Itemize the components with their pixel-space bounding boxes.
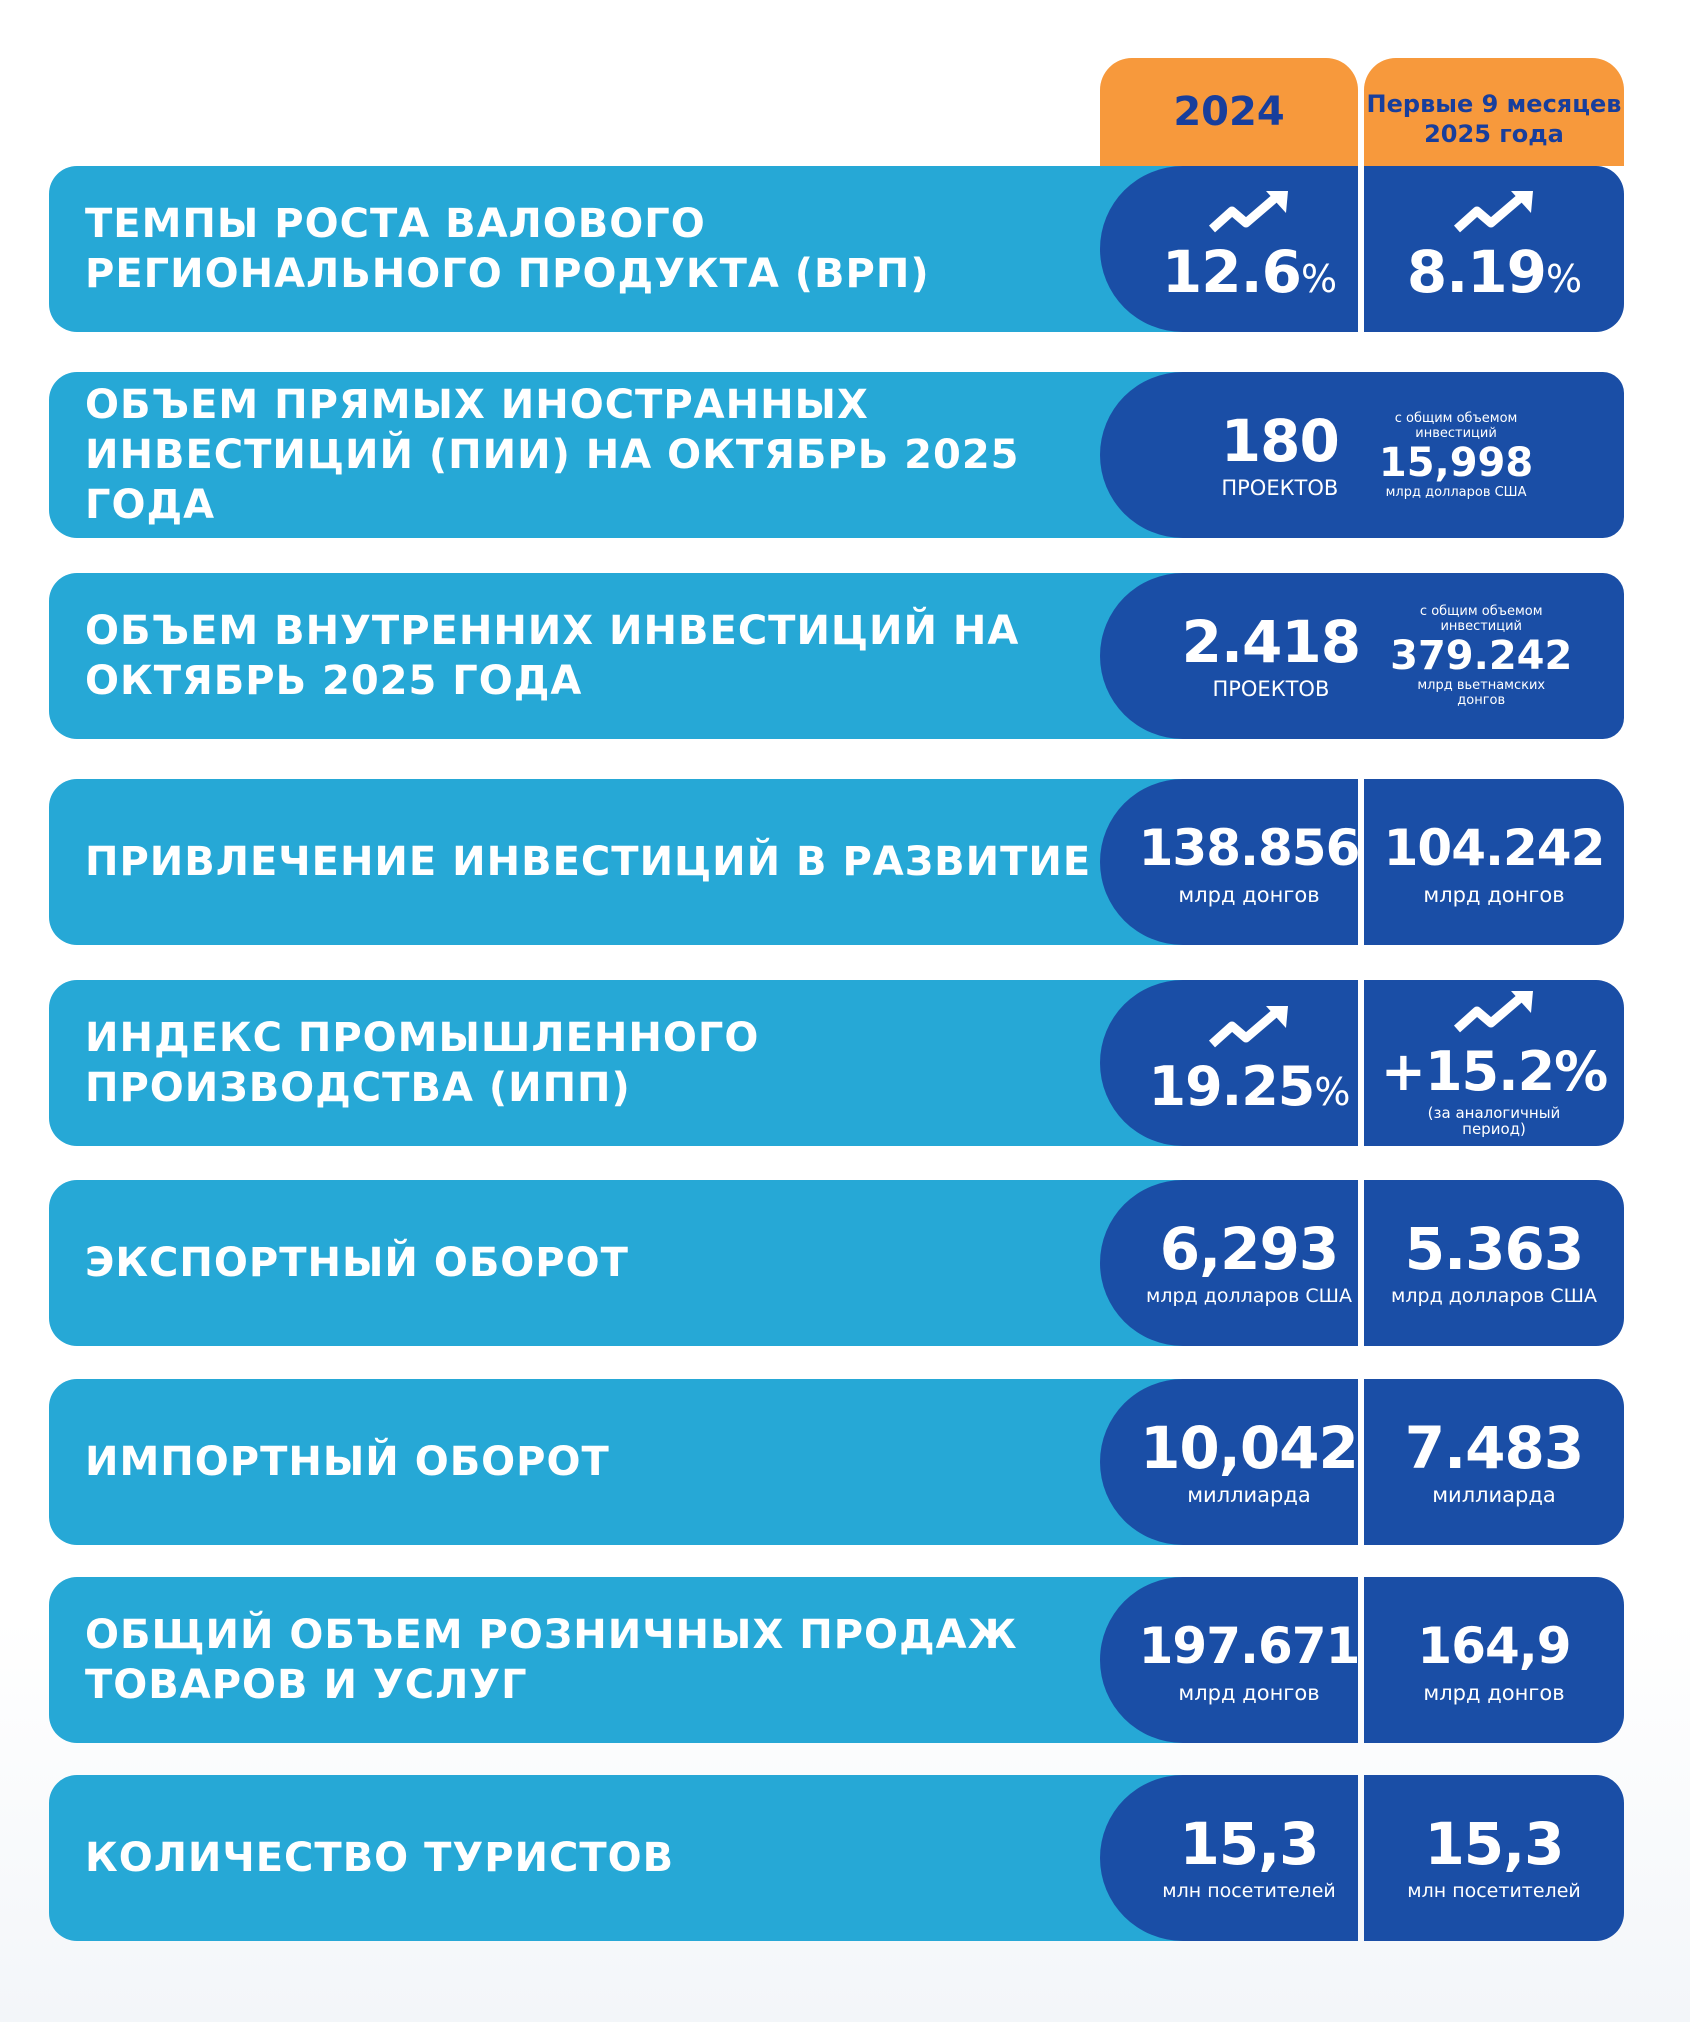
value-text: 197.671 bbox=[1138, 1617, 1360, 1675]
row-label-box bbox=[49, 1577, 1199, 1743]
value-text: 15,3 bbox=[1179, 1810, 1319, 1878]
value-text: 104.242 bbox=[1383, 819, 1605, 877]
row-label: ИМПОРТНЫЙ ОБОРОТ bbox=[85, 1439, 610, 1485]
value-text: 8.19% bbox=[1406, 237, 1582, 306]
value-unit: млн посетителей bbox=[1162, 1880, 1336, 1902]
value-text: 138.856 bbox=[1138, 819, 1360, 877]
investment-value: 379.242 bbox=[1390, 633, 1573, 679]
row-label: ОБЪЕМ ПРЯМЫХ ИНОСТРАННЫХ ИНВЕСТИЦИЙ (ПИИ) НА ОКТЯБРЬ 2025 ГОДА bbox=[85, 382, 1020, 528]
value-cell-2024 bbox=[1100, 1180, 1358, 1346]
row-label-box bbox=[49, 573, 1199, 739]
value-unit: миллиарда bbox=[1187, 1483, 1311, 1507]
investment-note-bottom: млрд вьетнамских донгов bbox=[1417, 678, 1546, 708]
row-label: ТЕМПЫ РОСТА ВАЛОВОГО РЕГИОНАЛЬНОГО ПРОДУКТА (ВРП) bbox=[85, 201, 930, 297]
table-row-grp bbox=[49, 166, 1624, 332]
value-cell-2024 bbox=[1100, 166, 1358, 332]
row-label: ОБЩИЙ ОБЪЕМ РОЗНИЧНЫХ ПРОДАЖ ТОВАРОВ И УСЛУГ bbox=[85, 1612, 1018, 1708]
value-cell-2025 bbox=[1364, 779, 1624, 945]
column-header-2025-label: Первые 9 месяцев 2025 года bbox=[1366, 90, 1622, 148]
row-label: ИНДЕКС ПРОМЫШЛЕННОГО ПРОИЗВОДСТВА (ИПП) bbox=[85, 1015, 760, 1111]
column-header-2025 bbox=[1364, 58, 1624, 166]
table-row-domestic-investment bbox=[49, 573, 1624, 739]
row-label-box bbox=[49, 980, 1199, 1146]
investment-total bbox=[1379, 411, 1533, 500]
value-text: 19.25% bbox=[1148, 1054, 1350, 1118]
value-cell-2025 bbox=[1364, 166, 1624, 332]
investment-note-bottom: млрд долларов США bbox=[1385, 484, 1527, 500]
table-row-development-investment bbox=[49, 779, 1624, 945]
row-label-box bbox=[49, 779, 1199, 945]
table-row-ipi bbox=[49, 980, 1624, 1146]
investment-note-top: с общим объемом инвестиций bbox=[1394, 410, 1518, 441]
value-cell-2025 bbox=[1364, 1379, 1624, 1545]
value-unit: млрд донгов bbox=[1423, 883, 1565, 907]
value-text: +15.2% bbox=[1380, 1040, 1608, 1103]
value-unit: миллиарда bbox=[1432, 1483, 1556, 1507]
value-cell-combined bbox=[1100, 372, 1624, 538]
value-text: 164,9 bbox=[1417, 1617, 1571, 1675]
value-cell-2024 bbox=[1100, 1577, 1358, 1743]
trend-up-icon bbox=[1208, 1004, 1290, 1054]
projects-unit: ПРОЕКТОВ bbox=[1221, 476, 1339, 500]
investment-total bbox=[1390, 604, 1572, 708]
value-unit: млрд долларов США bbox=[1146, 1285, 1352, 1307]
trend-up-icon bbox=[1453, 989, 1535, 1039]
value-unit: млрд донгов bbox=[1178, 883, 1320, 907]
value-cell-2024 bbox=[1100, 1775, 1358, 1941]
row-label: ПРИВЛЕЧЕНИЕ ИНВЕСТИЦИЙ В РАЗВИТИЕ bbox=[85, 839, 1092, 885]
value-text: 7.483 bbox=[1404, 1414, 1584, 1482]
value-text: 6,293 bbox=[1159, 1215, 1339, 1283]
value-cell-2024 bbox=[1100, 980, 1358, 1146]
value-text: 5.363 bbox=[1404, 1215, 1584, 1283]
investment-note-top: с общим объемом инвестиций bbox=[1419, 604, 1543, 634]
value-text: 10,042 bbox=[1140, 1414, 1358, 1482]
row-label-box bbox=[49, 372, 1199, 538]
value-cell-2025 bbox=[1364, 1775, 1624, 1941]
value-cell-2024 bbox=[1100, 1379, 1358, 1545]
row-label: КОЛИЧЕСТВО ТУРИСТОВ bbox=[85, 1835, 675, 1881]
value-unit: млрд донгов bbox=[1423, 1681, 1565, 1705]
row-label: ОБЪЕМ ВНУТРЕННИХ ИНВЕСТИЦИЙ НА ОКТЯБРЬ 2025 ГОДА bbox=[85, 608, 1020, 704]
table-row-fdi bbox=[49, 372, 1624, 538]
column-header-2024-label: 2024 bbox=[1173, 89, 1285, 135]
projects-count bbox=[1220, 407, 1339, 500]
value-cell-2025 bbox=[1364, 980, 1624, 1146]
projects-value: 2.418 bbox=[1181, 608, 1361, 676]
value-cell-2025 bbox=[1364, 1180, 1624, 1346]
table-row-retail bbox=[49, 1577, 1624, 1743]
value-cell-2024 bbox=[1100, 779, 1358, 945]
row-label-box bbox=[49, 166, 1199, 332]
table-row-import bbox=[49, 1379, 1624, 1545]
table-row-export bbox=[49, 1180, 1624, 1346]
projects-unit: ПРОЕКТОВ bbox=[1212, 677, 1330, 701]
value-unit: млн посетителей bbox=[1407, 1880, 1581, 1902]
row-label-box bbox=[49, 1775, 1199, 1941]
value-text: 15,3 bbox=[1424, 1810, 1564, 1878]
investment-value: 15,998 bbox=[1378, 439, 1534, 486]
value-text: 12.6% bbox=[1161, 237, 1337, 306]
projects-value: 180 bbox=[1220, 407, 1339, 475]
trend-up-icon bbox=[1453, 189, 1535, 239]
value-cell-2025 bbox=[1364, 1577, 1624, 1743]
value-unit: млрд долларов США bbox=[1391, 1285, 1597, 1307]
value-cell-combined bbox=[1100, 573, 1624, 739]
value-note: (за аналогичный период) bbox=[1427, 1104, 1561, 1138]
row-label-box bbox=[49, 1180, 1199, 1346]
table-row-tourists bbox=[49, 1775, 1624, 1941]
value-unit: млрд донгов bbox=[1178, 1681, 1320, 1705]
projects-count bbox=[1181, 608, 1361, 701]
column-header-2024 bbox=[1100, 58, 1358, 166]
row-label-box bbox=[49, 1379, 1199, 1545]
row-label: ЭКСПОРТНЫЙ ОБОРОТ bbox=[85, 1240, 629, 1286]
trend-up-icon bbox=[1208, 189, 1290, 239]
